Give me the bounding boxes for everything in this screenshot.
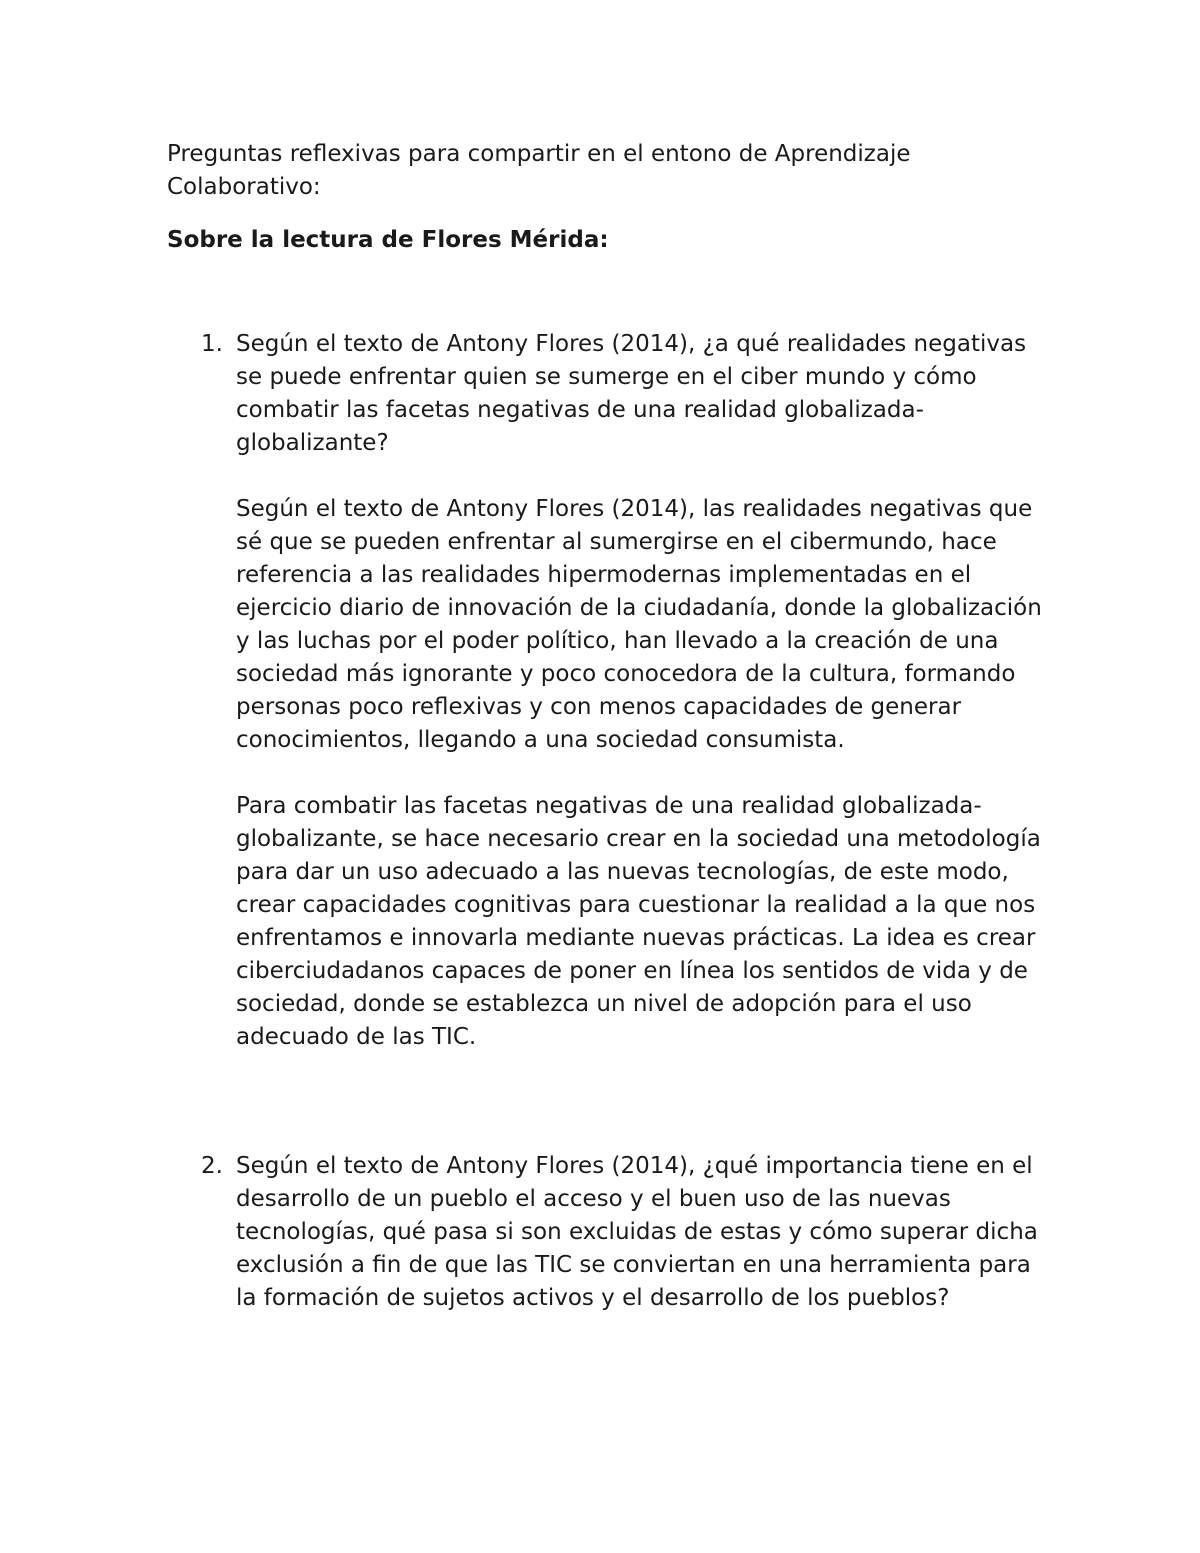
question-text: Según el texto de Antony Flores (2014), ¿a qué realidades negativas se puede enfrentar quien se sumerge en el ciber mundo y cómo combatir las facetas negativas de una realidad globalizada-globalizante?: [236, 331, 1027, 456]
section-heading: Sobre la lectura de Flores Mérida:: [167, 227, 609, 253]
list-number: 1.: [201, 331, 223, 357]
list-item-body: [236, 1150, 1046, 1315]
list-item-body: [236, 328, 1046, 1054]
list-number: 2.: [201, 1153, 223, 1179]
intro-text: Preguntas reflexivas para compartir en el entono de Aprendizaje Colaborativo:: [167, 141, 911, 200]
answer-paragraph: Según el texto de Antony Flores (2014), las realidades negativas que sé que se pueden enfrentar al sumergirse en el cibermundo, hace referencia a las realidades hipermodernas implementadas en el ejercicio diario de innovación de la ciudadanía, donde la globalización y las luchas por el poder político, han llevado a la creación de una sociedad más ignorante y poco conocedora de la cultura, formando personas poco reflexivas y con menos capacidades de generar conocimientos, llegando a una sociedad consumista.: [236, 496, 1042, 753]
answer-paragraph: Para combatir las facetas negativas de una realidad globalizada-globalizante, se hace necesario crear en la sociedad una metodología para dar un uso adecuado a las nuevas tecnologías, de este modo, crear capacidades cognitivas para cuestionar la realidad a la que nos enfrentamos e innovarla mediante nuevas prácticas. La idea es crear ciberciudadanos capaces de poner en línea los sentidos de vida y de sociedad, donde se establezca un nivel de adopción para el uso adecuado de las TIC.: [236, 793, 1041, 1050]
question-text: Según el texto de Antony Flores (2014), ¿qué importancia tiene en el desarrollo de un pueblo el acceso y el buen uso de las nuevas tecnologías, qué pasa si son excluidas de estas y cómo superar dicha exclusión a fin de que las TIC se conviertan en una herramienta para la formación de sujetos activos y el desarrollo de los pueblos?: [236, 1153, 1038, 1311]
